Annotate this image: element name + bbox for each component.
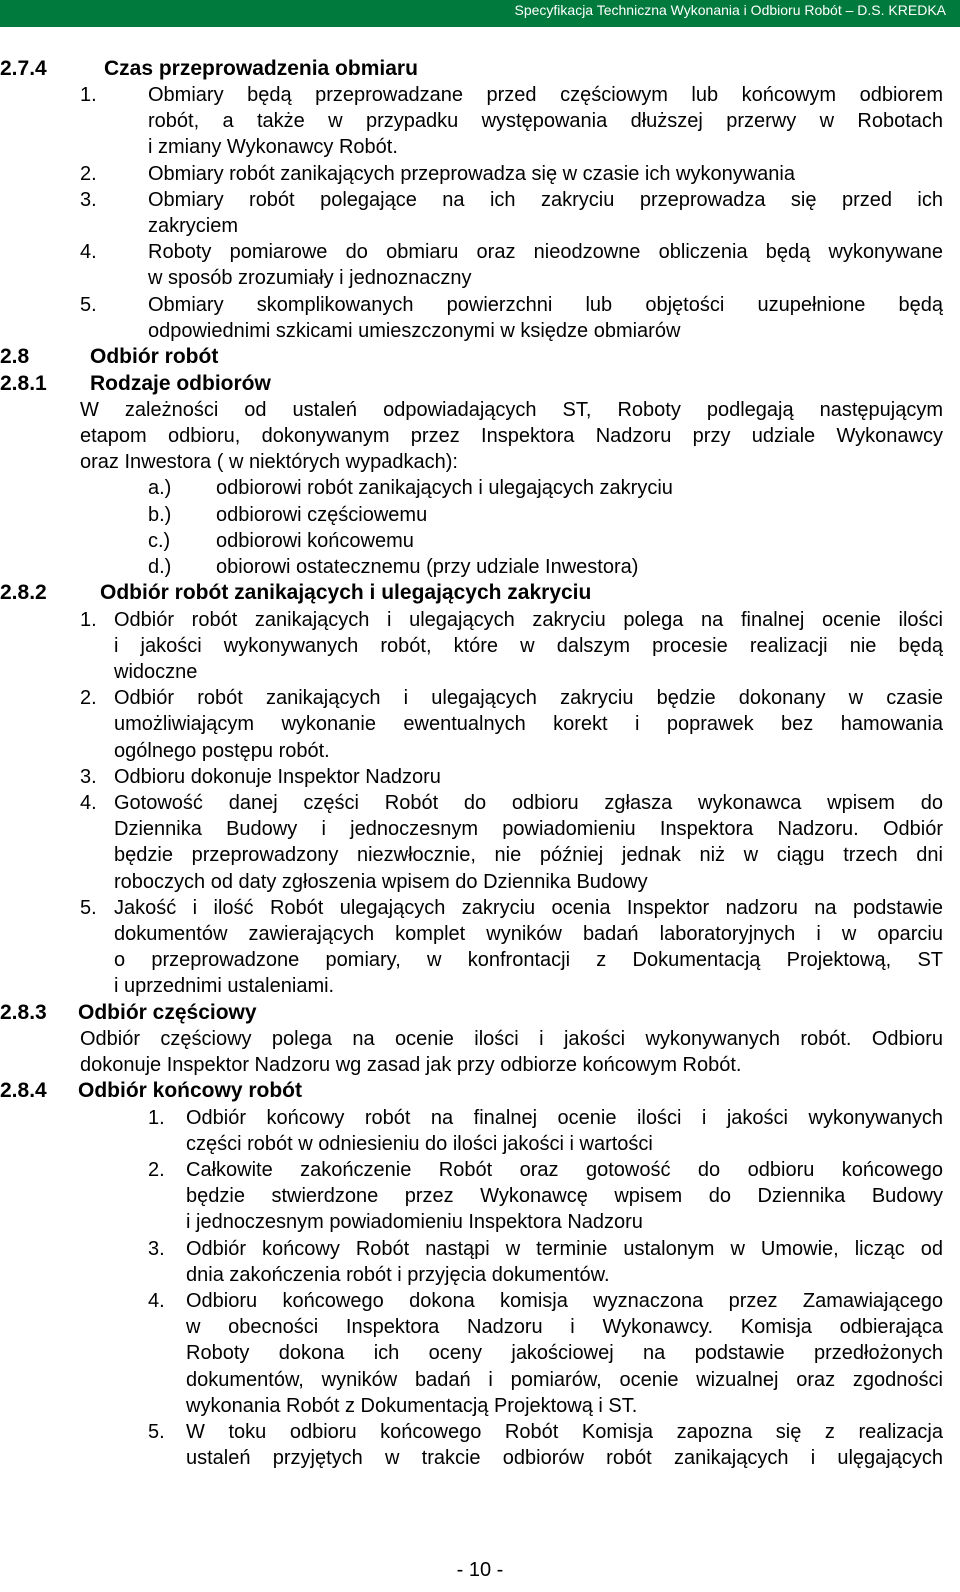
list-item bbox=[0, 475, 960, 501]
item-text: Odbiór końcowy robót na finalnej ocenie ilości i jakości wykonywanych bbox=[186, 1107, 943, 1129]
list-item-continuation bbox=[0, 1183, 960, 1209]
list-item-continuation bbox=[0, 1393, 960, 1419]
item-text: Odbioru dokonuje Inspektor Nadzoru bbox=[114, 766, 441, 788]
item-text: wykonania Robót z Dokumentacją Projektową i ST. bbox=[186, 1395, 638, 1417]
item-number: 4. bbox=[148, 1290, 165, 1312]
list-item-continuation bbox=[0, 1131, 960, 1157]
section-title: Rodzaje odbiorów bbox=[90, 372, 271, 395]
item-letter: c.) bbox=[148, 530, 171, 552]
item-text: obiorowi ostatecznemu (przy udziale Inwestora) bbox=[216, 556, 639, 578]
list-item-continuation bbox=[0, 213, 960, 239]
list-item bbox=[0, 764, 960, 790]
item-text: Obmiary robót zanikających przeprowadza się w czasie ich wykonywania bbox=[148, 163, 795, 185]
list-item-continuation bbox=[0, 1262, 960, 1288]
list-item bbox=[0, 528, 960, 554]
list-item-continuation bbox=[0, 1445, 960, 1471]
list-item-continuation bbox=[0, 108, 960, 134]
item-text: odbiorowi robót zanikających i ulegających zakryciu bbox=[216, 477, 673, 499]
section-number: 2.7.4 bbox=[0, 57, 47, 80]
item-number: 1. bbox=[80, 609, 97, 631]
section-title: Czas przeprowadzenia obmiaru bbox=[104, 57, 418, 80]
list-item bbox=[0, 292, 960, 318]
item-text: Gotowość danej części Robót do odbioru zgłasza wykonawca wpisem do bbox=[114, 792, 943, 814]
item-text: Obmiary robót polegające na ich zakryciu przeprowadza się przed ich bbox=[148, 189, 943, 211]
list-item-continuation bbox=[0, 318, 960, 344]
paragraph-text: Odbiór częściowy polega na ocenie ilości i jakości wykonywanych robót. Odbioru bbox=[80, 1028, 943, 1050]
list-item-continuation bbox=[0, 265, 960, 291]
item-number: 4. bbox=[80, 241, 97, 263]
item-text: ustaleń przyjętych w trakcie odbiorów robót zanikających i ulęgających bbox=[186, 1447, 943, 1469]
running-header: Specyfikacja Techniczna Wykonania i Odbioru Robót – D.S. KREDKA bbox=[0, 0, 960, 27]
item-text: umożliwiającym wykonanie ewentualnych korekt i poprawek bez hamowania bbox=[114, 713, 943, 735]
item-text: części robót w odniesieniu do ilości jakości i wartości bbox=[186, 1133, 653, 1155]
item-text: odbiorowi końcowemu bbox=[216, 530, 414, 552]
item-text: i zmiany Wykonawcy Robót. bbox=[148, 136, 398, 158]
list-item bbox=[0, 82, 960, 108]
list-item bbox=[0, 1236, 960, 1262]
item-number: 2. bbox=[80, 687, 97, 709]
list-item-continuation bbox=[0, 711, 960, 737]
item-text: będzie stwierdzone przez Wykonawcę wpisem do Dziennika Budowy bbox=[186, 1185, 943, 1207]
item-number: 5. bbox=[80, 897, 97, 919]
item-text: i jakości wykonywanych robót, które w dalszym procesie realizacji nie będą bbox=[114, 635, 943, 657]
list-item-continuation bbox=[0, 1367, 960, 1393]
item-text: W toku odbioru końcowego Robót Komisja zapozna się z realizacja bbox=[186, 1421, 943, 1443]
item-text: Roboty dokona ich oceny jakościowej na podstawie przedłożonych bbox=[186, 1342, 943, 1364]
list-item-continuation bbox=[0, 738, 960, 764]
item-text: i jednoczesnym powiadomieniu Inspektora Nadzoru bbox=[186, 1211, 643, 1233]
item-number: 2. bbox=[80, 163, 97, 185]
section-heading bbox=[0, 1078, 960, 1104]
list-item bbox=[0, 1419, 960, 1445]
item-text: Obmiary będą przeprowadzane przed częściowym lub końcowym odbiorem bbox=[148, 84, 943, 106]
section-heading bbox=[0, 1000, 960, 1026]
section-title: Odbiór robót zanikających i ulegających zakryciu bbox=[100, 581, 592, 604]
paragraph-text: etapom odbioru, dokonywanym przez Inspektora Nadzoru przy udziale Wykonawcy bbox=[80, 425, 943, 447]
section-number: 2.8.2 bbox=[0, 581, 47, 604]
item-text: Całkowite zakończenie Robót oraz gotowość do odbioru końcowego bbox=[186, 1159, 943, 1181]
item-text: Odbiór robót zanikających i ulegających zakryciu będzie dokonany w czasie bbox=[114, 687, 943, 709]
list-item bbox=[0, 161, 960, 187]
paragraph-line bbox=[0, 423, 960, 449]
section-title: Odbiór robót bbox=[90, 345, 219, 368]
paragraph-text: W zależności od ustaleń odpowiadających ST, Roboty podlegają następującym bbox=[80, 399, 943, 421]
paragraph-line bbox=[0, 1052, 960, 1078]
section-heading bbox=[0, 371, 960, 397]
section-heading bbox=[0, 580, 960, 606]
item-text: Odbiór końcowy Robót nastąpi w terminie ustalonym w Umowie, licząc od bbox=[186, 1238, 943, 1260]
item-text: robót, a także w przypadku występowania dłuższej przerwy w Robotach bbox=[148, 110, 943, 132]
list-item-continuation bbox=[0, 842, 960, 868]
section-number: 2.8 bbox=[0, 345, 30, 368]
item-number: 4. bbox=[80, 792, 97, 814]
item-text: Roboty pomiarowe do obmiaru oraz nieodzowne obliczenia będą wykonywane bbox=[148, 241, 943, 263]
item-number: 1. bbox=[148, 1107, 165, 1129]
list-item bbox=[0, 1105, 960, 1131]
item-number: 5. bbox=[80, 294, 97, 316]
item-text: Obmiary skomplikowanych powierzchni lub objętości uzupełnione będą bbox=[148, 294, 943, 316]
item-text: dnia zakończenia robót i przyjęcia dokumentów. bbox=[186, 1264, 610, 1286]
item-text: Odbioru końcowego dokona komisja wyznaczona przez Zamawiającego bbox=[186, 1290, 943, 1312]
item-text: o przeprowadzone pomiary, w konfrontacji z Dokumentacją Projektową, ST bbox=[114, 949, 943, 971]
paragraph-line bbox=[0, 449, 960, 475]
item-text: Odbiór robót zanikających i ulegających zakryciu polega na finalnej ocenie ilości bbox=[114, 609, 943, 631]
item-letter: b.) bbox=[148, 504, 172, 526]
item-letter: d.) bbox=[148, 556, 172, 578]
section-number: 2.8.4 bbox=[0, 1079, 47, 1102]
item-text: odpowiednimi szkicami umieszczonymi w księdze obmiarów bbox=[148, 320, 681, 342]
item-letter: a.) bbox=[148, 477, 172, 499]
list-item bbox=[0, 895, 960, 921]
page-number: - 10 - bbox=[456, 1559, 504, 1581]
list-item bbox=[0, 502, 960, 528]
list-item-continuation bbox=[0, 816, 960, 842]
item-text: zakryciem bbox=[148, 215, 239, 237]
section-heading bbox=[0, 56, 960, 82]
section-number: 2.8.1 bbox=[0, 372, 47, 395]
list-item bbox=[0, 187, 960, 213]
list-item bbox=[0, 607, 960, 633]
item-text: ogólnego postępu robót. bbox=[114, 740, 330, 762]
list-item-continuation bbox=[0, 973, 960, 999]
list-item-continuation bbox=[0, 921, 960, 947]
item-number: 3. bbox=[80, 189, 97, 211]
item-text: dokumentów zawierających komplet wyników badań laboratoryjnych i w oparciu bbox=[114, 923, 943, 945]
section-heading bbox=[0, 344, 960, 370]
list-item-continuation bbox=[0, 947, 960, 973]
item-text: w sposób zrozumiały i jednoznaczny bbox=[148, 267, 472, 289]
item-text: odbiorowi częściowemu bbox=[216, 504, 428, 526]
item-text: Dziennika Budowy i jednoczesnym powiadomieniu Inspektora Nadzoru. Odbiór bbox=[114, 818, 943, 840]
item-number: 1. bbox=[80, 84, 97, 106]
section-title: Odbiór częściowy bbox=[78, 1001, 257, 1024]
paragraph-text: oraz Inwestora ( w niektórych wypadkach): bbox=[80, 451, 458, 473]
list-item bbox=[0, 790, 960, 816]
list-item bbox=[0, 1157, 960, 1183]
list-item bbox=[0, 685, 960, 711]
item-number: 2. bbox=[148, 1159, 165, 1181]
paragraph-text: dokonuje Inspektor Nadzoru wg zasad jak przy odbiorze końcowym Robót. bbox=[80, 1054, 742, 1076]
list-item bbox=[0, 1288, 960, 1314]
list-item bbox=[0, 554, 960, 580]
item-number: 3. bbox=[148, 1238, 165, 1260]
list-item-continuation bbox=[0, 633, 960, 659]
list-item-continuation bbox=[0, 869, 960, 895]
section-number: 2.8.3 bbox=[0, 1001, 47, 1024]
section-title: Odbiór końcowy robót bbox=[78, 1079, 302, 1102]
item-text: widoczne bbox=[114, 661, 198, 683]
item-text: będzie przeprowadzony niezwłocznie, nie później jednak niż w ciągu trzech dni bbox=[114, 844, 943, 866]
item-text: i uprzednimi ustaleniami. bbox=[114, 975, 335, 997]
list-item bbox=[0, 239, 960, 265]
item-number: 3. bbox=[80, 766, 97, 788]
list-item-continuation bbox=[0, 1314, 960, 1340]
list-item-continuation bbox=[0, 1209, 960, 1235]
list-item-continuation bbox=[0, 134, 960, 160]
item-text: dokumentów, wyników badań i pomiarów, ocenie wizualnej oraz zgodności bbox=[186, 1369, 943, 1391]
paragraph-line bbox=[0, 1026, 960, 1052]
item-text: roboczych od daty zgłoszenia wpisem do Dziennika Budowy bbox=[114, 871, 648, 893]
paragraph-line bbox=[0, 397, 960, 423]
item-number: 5. bbox=[148, 1421, 165, 1443]
list-item-continuation bbox=[0, 1340, 960, 1366]
list-item-continuation bbox=[0, 659, 960, 685]
item-text: Jakość i ilość Robót ulegających zakryciu ocenia Inspektor nadzoru na podstawie bbox=[114, 897, 943, 919]
item-text: w obecności Inspektora Nadzoru i Wykonawcy. Komisja odbierająca bbox=[186, 1316, 943, 1338]
